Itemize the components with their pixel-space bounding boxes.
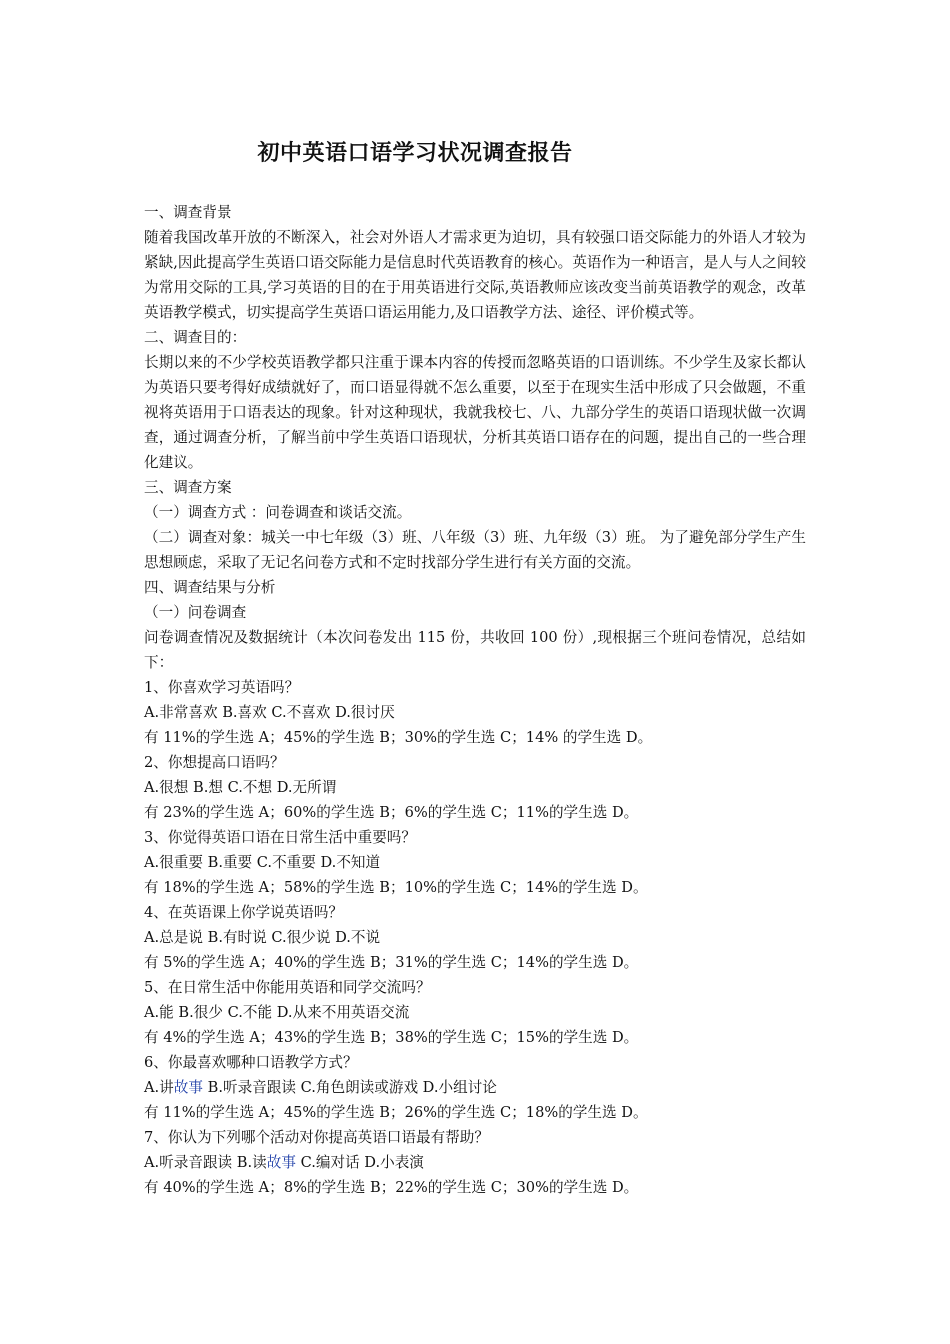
question-5-result: 有 4%的学生选 A；43%的学生选 B；38%的学生选 C；15%的学生选 D。 xyxy=(144,1029,639,1046)
page-title: 初中英语口语学习状况调查报告 xyxy=(257,141,573,166)
purpose-paragraph: 长期以来的不少学校英语教学都只注重于课本内容的传授而忽略英语的口语训练。不少学生及家长都认为英语只要考得好成绩就好了，而口语显得就不怎么重要，以至于在现实生活中形成了只会做题，不重视将英语用于口语表达的现象。针对这种现状，我就我校七、八、九部分学生的英语口语现状做一次调查，通过调查分析，了解当前中学生英语口语现状，分析其英语口语存在的问题，提出自己的一些合理化建议。 xyxy=(144,354,806,471)
question-1: 1、你喜欢学习英语吗？ xyxy=(144,679,300,696)
question-4-result: 有 5%的学生选 A；40%的学生选 B；31%的学生选 C；14%的学生选 D。 xyxy=(144,954,639,971)
question-6-result: 有 11%的学生选 A；45%的学生选 B；26%的学生选 C；18%的学生选 D。 xyxy=(144,1104,648,1121)
options-text-post: B.听录音跟读 C.角色朗读或游戏 D.小组讨论 xyxy=(202,1079,497,1096)
question-6-options xyxy=(144,1075,806,1100)
question-5: 5、在日常生活中你能用英语和同学交流吗？ xyxy=(144,979,431,996)
question-3: 3、你觉得英语口语在日常生活中重要吗？ xyxy=(144,829,416,846)
section-heading-results: 四、调查结果与分析 xyxy=(144,579,276,596)
results-subheading-questionnaire: （一）问卷调查 xyxy=(144,604,247,621)
question-2-options: A.很想 B.想 C.不想 D.无所谓 xyxy=(144,779,337,796)
options-text-pre: A.讲 xyxy=(144,1079,174,1096)
section-heading-purpose: 二、调查目的： xyxy=(144,329,247,346)
question-7-options xyxy=(144,1150,806,1175)
question-1-options: A.非常喜欢 B.喜欢 C.不喜欢 D.很讨厌 xyxy=(144,704,395,721)
question-5-options: A.能 B.很少 C.不能 D.从来不用英语交流 xyxy=(144,1004,410,1021)
story-link[interactable]: 故事 xyxy=(266,1154,296,1171)
background-paragraph: 随着我国改革开放的不断深入，社会对外语人才需求更为迫切，具有较强口语交际能力的外语人才较为紧缺,因此提高学生英语口语交际能力是信息时代英语教育的核心。英语作为一种语言，是人与人之间较为常用交际的工具,学习英语的目的在于用英语进行交际,英语教师应该改变当前英语教学的观念，改革英语教学模式，切实提高学生英语口语运用能力,及口语教学方法、途径、评价模式等。 xyxy=(144,229,806,321)
question-3-options: A.很重要 B.重要 C.不重要 D.不知道 xyxy=(144,854,381,871)
question-2: 2、你想提高口语吗？ xyxy=(144,754,285,771)
plan-method: （一）调查方式 ：问卷调查和谈话交流。 xyxy=(144,504,412,521)
story-link[interactable]: 故事 xyxy=(173,1079,203,1096)
section-heading-plan: 三、调查方案 xyxy=(144,479,232,496)
question-1-result: 有 11%的学生选 A；45%的学生选 B；30%的学生选 C；14% 的学生选 D。 xyxy=(144,729,653,746)
options-text-pre: A.听录音跟读 B.读 xyxy=(144,1154,267,1171)
question-4-options: A.总是说 B.有时说 C.很少说 D.不说 xyxy=(144,929,381,946)
question-3-result: 有 18%的学生选 A；58%的学生选 B；10%的学生选 C；14%的学生选 D。 xyxy=(144,879,648,896)
section-heading-background: 一、调查背景 xyxy=(144,204,232,221)
question-7-result: 有 40%的学生选 A；8%的学生选 B；22%的学生选 C；30%的学生选 D。 xyxy=(144,1179,639,1196)
question-6: 6、你最喜欢哪种口语教学方式？ xyxy=(144,1054,358,1071)
results-intro: 问卷调查情况及数据统计（本次问卷发出 115 份，共收回 100 份）,现根据三个班问卷情况，总结如下： xyxy=(144,629,806,671)
plan-subjects: （二）调查对象：城关一中七年级（3）班、八年级（3）班、九年级（3）班。 为了避免部分学生产生思想顾虑，采取了无记名问卷方式和不定时找部分学生进行有关方面的交流。 xyxy=(144,529,806,571)
options-text-post: C.编对话 D.小表演 xyxy=(295,1154,424,1171)
question-4: 4、在英语课上你学说英语吗？ xyxy=(144,904,344,921)
question-7: 7、你认为下列哪个活动对你提高英语口语最有帮助？ xyxy=(144,1129,489,1146)
question-2-result: 有 23%的学生选 A；60%的学生选 B；6%的学生选 C；11%的学生选 D。 xyxy=(144,804,639,821)
document-body xyxy=(144,200,806,1200)
